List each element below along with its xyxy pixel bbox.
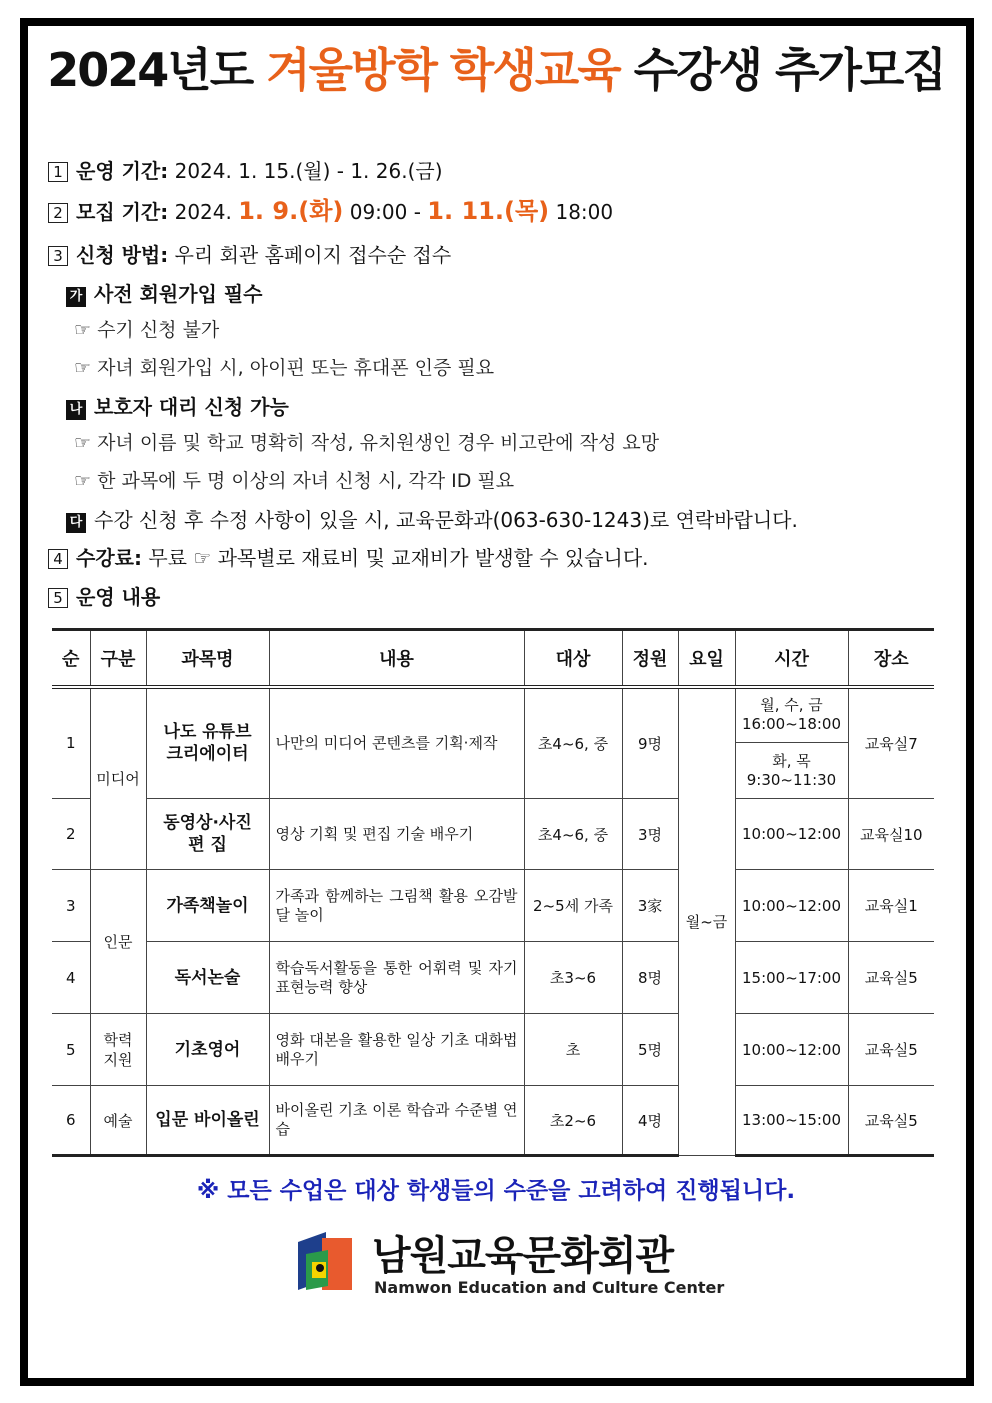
time-cell: 10:00~12:00 — [735, 1014, 848, 1086]
sub-item-membership — [66, 281, 263, 307]
sub-badge: 다 — [66, 513, 86, 533]
header-cell: 요일 — [678, 630, 735, 687]
target-cell: 초3~6 — [524, 942, 622, 1014]
section-label: 운영 내용 — [76, 585, 161, 609]
category-cell: 학력 지원 — [90, 1014, 146, 1086]
day-cell: 월~금 — [678, 687, 735, 1156]
content-cell: 바이올린 기초 이론 학습과 수준별 연습 — [269, 1086, 524, 1156]
subject-cell: 입문 바이올린 — [146, 1086, 269, 1156]
subject-cell: 독서논술 — [146, 942, 269, 1014]
sub-text: 사전 회원가입 필수 — [94, 282, 263, 306]
table-row — [52, 687, 934, 743]
subject-cell: 동영상·사진 편 집 — [146, 799, 269, 870]
section-label: 모집 기간: — [76, 200, 169, 224]
time-cell: 월, 수, 금 16:00~18:00 — [735, 687, 848, 743]
sub-text: 보호자 대리 신청 가능 — [94, 395, 289, 419]
row-number: 6 — [52, 1086, 90, 1156]
note-line: ☞ 한 과목에 두 명 이상의 자녀 신청 시, 각각 ID 필요 — [74, 470, 515, 492]
book-logo-icon — [298, 1232, 352, 1294]
content-cell: 가족과 함께하는 그림책 활용 오감발달 놀이 — [269, 870, 524, 942]
row-number: 4 — [52, 942, 90, 1014]
place-cell: 교육실1 — [848, 870, 934, 942]
sub-badge: 나 — [66, 400, 86, 420]
row-number: 2 — [52, 799, 90, 870]
row-number: 1 — [52, 687, 90, 799]
time-cell: 13:00~15:00 — [735, 1086, 848, 1156]
target-cell: 초 — [524, 1014, 622, 1086]
header-cell: 순 — [52, 630, 90, 687]
header-cell: 장소 — [848, 630, 934, 687]
time-cell: 15:00~17:00 — [735, 942, 848, 1014]
subject-cell: 가족책놀이 — [146, 870, 269, 942]
title-highlight: 겨울방학 학생교육 — [266, 43, 620, 97]
section-recruit-period — [48, 198, 613, 225]
org-name: 남원교육문화회관 — [372, 1233, 674, 1279]
number-box: 4 — [48, 549, 68, 569]
note-line: ☞ 수기 신청 불가 — [74, 319, 220, 341]
target-cell: 초4~6, 중 — [524, 799, 622, 870]
org-english-name: Namwon Education and Culture Center — [374, 1278, 725, 1297]
section-fee — [48, 545, 649, 571]
capacity-cell: 8명 — [622, 942, 678, 1014]
footer-note: ※ 모든 수업은 대상 학생들의 수준을 고려하여 진행됩니다. — [196, 1178, 796, 1204]
header-cell: 구분 — [90, 630, 146, 687]
number-box: 3 — [48, 246, 68, 266]
table-header-row — [52, 630, 934, 687]
table-row — [52, 942, 934, 1014]
number-box: 1 — [48, 162, 68, 182]
number-box: 5 — [48, 588, 68, 608]
time-cell: 10:00~12:00 — [735, 870, 848, 942]
header-cell: 내용 — [269, 630, 524, 687]
section-apply-method — [48, 242, 451, 268]
section-label: 수강료: — [76, 546, 142, 570]
content-cell: 나만의 미디어 콘텐츠를 기획·제작 — [269, 687, 524, 799]
capacity-cell: 9명 — [622, 687, 678, 799]
capacity-cell: 5명 — [622, 1014, 678, 1086]
header-cell: 대상 — [524, 630, 622, 687]
table-row — [52, 1014, 934, 1086]
recruit-start-time: 09:00 - — [349, 200, 421, 224]
section-label: 운영 기간: — [76, 159, 169, 183]
section-operating-period — [48, 158, 443, 184]
sub-item-proxy — [66, 394, 289, 420]
content-cell: 학습독서활동을 통한 어휘력 및 자기표현능력 향상 — [269, 942, 524, 1014]
subject-cell: 나도 유튜브 크리에이터 — [146, 687, 269, 799]
place-cell: 교육실5 — [848, 1014, 934, 1086]
content-cell: 영상 기획 및 편집 기술 배우기 — [269, 799, 524, 870]
sub-text: 수강 신청 후 수정 사항이 있을 시, 교육문화과(063-630-1243)로 연락바랍니다. — [94, 508, 798, 532]
row-number: 5 — [52, 1014, 90, 1086]
table-row — [52, 1086, 934, 1156]
recruit-end-time: 18:00 — [555, 200, 614, 224]
capacity-cell: 3명 — [622, 799, 678, 870]
place-cell: 교육실5 — [848, 942, 934, 1014]
number-box: 2 — [48, 203, 68, 223]
recruit-year: 2024. — [174, 200, 232, 224]
note-line: ☞ 자녀 이름 및 학교 명확히 작성, 유치원생인 경우 비고란에 작성 요망 — [74, 432, 660, 454]
place-cell: 교육실7 — [848, 687, 934, 799]
time-cell: 화, 목 9:30~11:30 — [735, 743, 848, 799]
title-year: 2024년도 — [47, 43, 253, 97]
target-cell: 초4~6, 중 — [524, 687, 622, 799]
table-row — [52, 799, 934, 870]
recruit-end-date: 1. 11.(목) — [427, 197, 550, 225]
content-cell: 영화 대본을 활용한 일상 기초 대화법 배우기 — [269, 1014, 524, 1086]
place-cell: 교육실10 — [848, 799, 934, 870]
program-table — [52, 628, 934, 1157]
note-line: ☞ 자녀 회원가입 시, 아이핀 또는 휴대폰 인증 필요 — [74, 357, 495, 379]
page-title — [0, 34, 992, 100]
row-number: 3 — [52, 870, 90, 942]
capacity-cell: 4명 — [622, 1086, 678, 1156]
sub-badge: 가 — [66, 287, 86, 307]
section-value: 우리 회관 홈페이지 접수순 접수 — [174, 243, 452, 267]
title-rest: 수강생 추가모집 — [633, 43, 945, 97]
place-cell: 교육실5 — [848, 1086, 934, 1156]
subject-cell: 기초영어 — [146, 1014, 269, 1086]
header-cell: 정원 — [622, 630, 678, 687]
time-cell: 10:00~12:00 — [735, 799, 848, 870]
section-value: 무료 ☞ 과목별로 재료비 및 교재비가 발생할 수 있습니다. — [148, 546, 649, 570]
capacity-cell: 3家 — [622, 870, 678, 942]
recruit-start-date: 1. 9.(화) — [238, 197, 344, 225]
sub-item-contact — [66, 507, 798, 533]
section-program-content — [48, 584, 160, 610]
section-label: 신청 방법: — [76, 243, 169, 267]
target-cell: 2~5세 가족 — [524, 870, 622, 942]
table-row — [52, 870, 934, 942]
category-cell: 미디어 — [90, 687, 146, 870]
header-cell: 과목명 — [146, 630, 269, 687]
target-cell: 초2~6 — [524, 1086, 622, 1156]
category-cell: 예술 — [90, 1086, 146, 1156]
category-cell: 인문 — [90, 870, 146, 1014]
section-value: 2024. 1. 15.(월) - 1. 26.(금) — [174, 159, 443, 183]
header-cell: 시간 — [735, 630, 848, 687]
